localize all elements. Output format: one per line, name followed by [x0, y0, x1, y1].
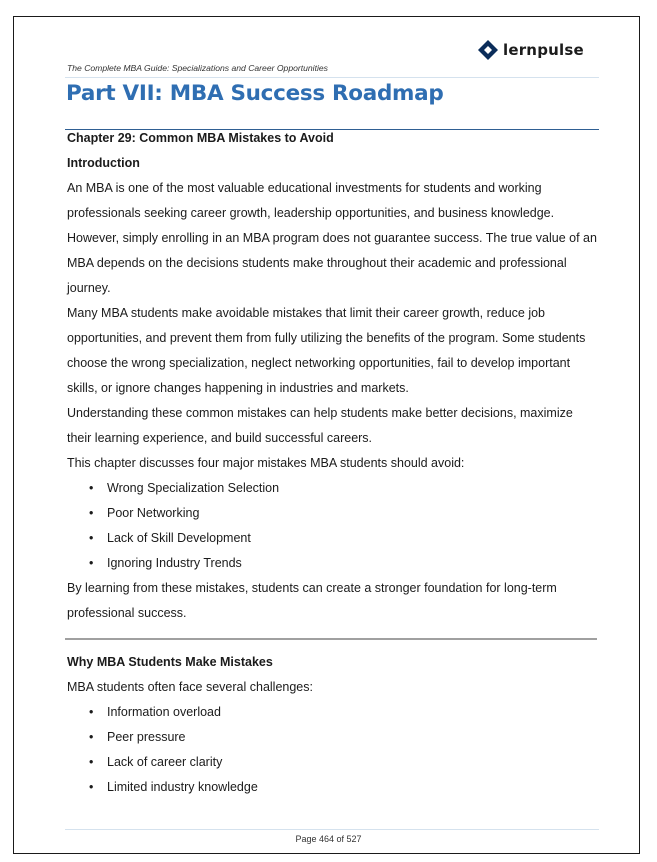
bullet-icon: •	[89, 481, 94, 495]
challenges-list	[67, 702, 607, 802]
bullet-icon: •	[89, 705, 94, 719]
list-item	[67, 702, 607, 727]
bullet-icon: •	[89, 780, 94, 794]
list-item	[67, 553, 607, 578]
diamond-logo-icon	[478, 40, 498, 60]
list-item	[67, 478, 607, 503]
footer-rule	[65, 829, 599, 830]
running-header: The Complete MBA Guide: Specializations and Career Opportunities	[67, 63, 328, 73]
text-line: However, simply enrolling in an MBA program does not guarantee success. The true value of an	[67, 231, 597, 245]
list-item	[67, 503, 607, 528]
paragraph-3	[67, 403, 607, 453]
text-line: Many MBA students make avoidable mistakes that limit their career growth, reduce job	[67, 306, 545, 320]
text-line: skills, or ignore changes happening in industries and markets.	[67, 381, 409, 395]
paragraph-2	[67, 303, 607, 403]
section-why-mistakes	[67, 652, 607, 802]
brand-name: lernpulse	[503, 41, 584, 59]
bullet-icon: •	[89, 531, 94, 545]
list-item-text: Ignoring Industry Trends	[107, 556, 242, 570]
list-intro: This chapter discusses four major mistakes MBA students should avoid:	[67, 456, 465, 470]
section-heading: Why MBA Students Make Mistakes	[67, 655, 273, 669]
mistakes-list	[67, 478, 607, 578]
text-line: MBA depends on the decisions students make throughout their academic and professional	[67, 256, 567, 270]
list-item	[67, 528, 607, 553]
chapter-heading: Chapter 29: Common MBA Mistakes to Avoid	[67, 131, 334, 145]
text-line: opportunities, and prevent them from fully utilizing the benefits of the program. Some students	[67, 331, 586, 345]
list-item	[67, 777, 607, 802]
list-item-text: Lack of Skill Development	[107, 531, 251, 545]
bullet-icon: •	[89, 556, 94, 570]
text-line: An MBA is one of the most valuable educational investments for students and working	[67, 181, 542, 195]
intro-heading: Introduction	[67, 156, 140, 170]
list-item	[67, 752, 607, 777]
list-item-text: Limited industry knowledge	[107, 780, 258, 794]
paragraph-1	[67, 178, 607, 303]
closing-paragraph	[67, 578, 607, 628]
page-number: Page 464 of 527	[295, 834, 362, 844]
bullet-icon: •	[89, 755, 94, 769]
list-item	[67, 727, 607, 752]
list-item-text: Poor Networking	[107, 506, 200, 520]
text-line: By learning from these mistakes, students can create a stronger foundation for long-term	[67, 581, 557, 595]
text-line: professionals seeking career growth, leadership opportunities, and business knowledge.	[67, 206, 555, 220]
text-line: their learning experience, and build successful careers.	[67, 431, 373, 445]
bullet-icon: •	[89, 730, 94, 744]
text-line: Understanding these common mistakes can help students make better decisions, maximize	[67, 406, 573, 420]
section-divider	[65, 638, 597, 640]
header-rule	[65, 77, 599, 78]
list-item-text: Information overload	[107, 705, 221, 719]
text-line: journey.	[67, 281, 111, 295]
text-line: choose the wrong specialization, neglect networking opportunities, fail to develop important	[67, 356, 571, 370]
page-title: Part VII: MBA Success Roadmap	[66, 81, 444, 106]
bullet-icon: •	[89, 506, 94, 520]
list-intro: MBA students often face several challenges:	[67, 680, 313, 694]
list-item-text: Lack of career clarity	[107, 755, 223, 769]
brand-logo	[478, 40, 584, 60]
list-item-text: Peer pressure	[107, 730, 186, 744]
text-line: professional success.	[67, 606, 187, 620]
section-common-mistakes	[67, 128, 607, 628]
list-item-text: Wrong Specialization Selection	[107, 481, 280, 495]
